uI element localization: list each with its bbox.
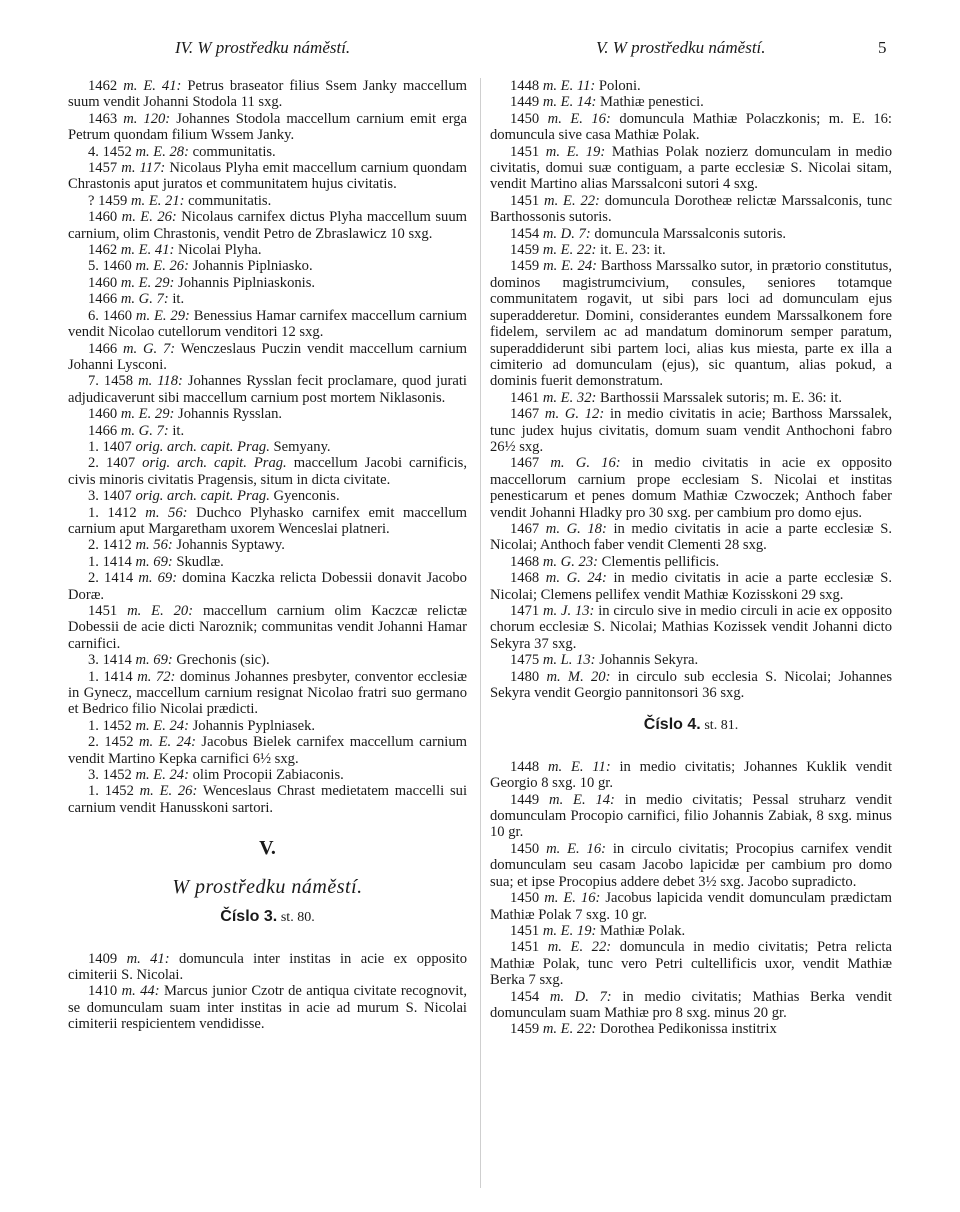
archive-entry	[490, 193, 892, 226]
entry-year: 1471	[510, 603, 540, 619]
entry-reference: m. 118:	[138, 373, 183, 390]
entry-reference: m. G. 16:	[550, 455, 621, 472]
entry-text: domuncula inter institas in acie ex opposito cimiterii S. Nicolai.	[68, 950, 467, 983]
entry-reference: m. E. 26:	[139, 783, 198, 800]
entry-text: Barthossii Marssalek sutoris; m. E. 36: it.	[600, 389, 843, 406]
entry-text: in medio civitatis in acie a parte ecclesiæ S. Nicolai; Anthoch faber vendit Clementi 28 sxg.	[490, 520, 892, 554]
entry-year: 1450	[510, 110, 540, 127]
entry-reference: m. L. 13:	[542, 652, 596, 669]
archive-entry	[68, 783, 467, 816]
entry-text: in medio civitatis; Mathias Berka vendit domunculam suam Mathiæ pro 8 sxg. minus 20 gr.	[490, 988, 892, 1021]
right-column	[490, 78, 892, 1038]
right-entry-list	[490, 78, 892, 701]
right-entry-list-2	[490, 759, 892, 1038]
entry-text: in medio civitatis; Johannes Kuklik vendit Georgio 8 sxg. 10 gr.	[490, 758, 893, 792]
archive-entry	[490, 554, 892, 570]
entry-reference: m. E. 22:	[547, 939, 612, 956]
running-head-right: V. W prostředku náměstí.	[596, 38, 766, 57]
entry-reference: m. E. 16:	[544, 890, 601, 907]
entry-text: in circulo sub ecclesia S. Nicolai; Johannes Sekyra vendit Georgio pannitonsori 36 sxg.	[490, 668, 892, 702]
archive-entry	[68, 603, 467, 652]
archive-entry	[490, 890, 892, 923]
archive-entry	[68, 78, 467, 111]
entry-year: 1480	[510, 668, 540, 685]
archive-entry	[490, 258, 892, 389]
cislo-word: Číslo 3.	[220, 908, 278, 926]
entry-year: 1466	[88, 291, 118, 308]
entry-reference: m. 56:	[135, 537, 173, 554]
archive-entry	[68, 242, 467, 258]
entry-year: 1475	[510, 652, 540, 669]
entry-reference: m. 117:	[121, 160, 166, 177]
entry-year: 2. 1414	[88, 570, 134, 587]
entry-reference: m. 69:	[138, 570, 178, 587]
archive-entry	[68, 193, 467, 209]
entry-year: 2. 1412	[88, 537, 132, 554]
archive-entry	[68, 951, 467, 984]
entry-text: olim Procopii Zabiaconis.	[192, 767, 344, 784]
entry-year: 2. 1452	[88, 734, 134, 751]
entry-reference: m. E. 41:	[123, 78, 182, 94]
archive-entry	[68, 209, 467, 242]
entry-year: 1462	[88, 242, 118, 259]
entry-year: 1451	[510, 143, 540, 160]
entry-text: Skudlæ.	[176, 553, 224, 570]
entry-reference: m. E. 11:	[542, 78, 596, 94]
entry-reference: m. E. 11:	[547, 758, 611, 775]
archive-entry	[68, 537, 467, 553]
cislo-page-ref-2: st. 81.	[704, 718, 739, 734]
archive-entry	[68, 767, 467, 783]
entry-reference: orig. arch. capit. Prag.	[135, 488, 270, 505]
entry-text: domuncula Dorotheæ relictæ Marssalconis, tunc Barthossonis sutoris.	[490, 192, 892, 226]
entry-year: 1459	[510, 1021, 540, 1038]
entry-year: 1459	[510, 258, 540, 275]
entry-text: Wenczeslaus Puczin vendit maccellum carnium Johanni Lysconi.	[68, 340, 467, 373]
entry-reference: m. E. 26:	[135, 258, 189, 275]
entry-year: 1460	[88, 406, 118, 423]
archive-entry	[490, 390, 892, 406]
entry-reference: m. E. 22:	[542, 1021, 597, 1038]
entry-year: 1459	[510, 242, 540, 259]
left-column	[68, 78, 467, 1033]
archive-entry	[490, 406, 892, 455]
entry-text: Petrus braseator filius Ssem Janky maccellum suum vendit Johanni Stodola 11 sxg.	[68, 78, 467, 111]
entry-year: 1460	[88, 274, 118, 291]
entry-year: 1449	[510, 94, 540, 111]
entry-text: domuncula Mathiæ Polaczkonis; m. E. 16: domuncula sive casa Mathiæ Polak.	[490, 110, 892, 144]
entry-reference: m. 69:	[135, 553, 173, 570]
archive-entry	[68, 373, 467, 406]
entry-reference: m. 41:	[126, 950, 170, 967]
entry-text: Nicolaus carnifex dictus Plyha maccellum suum carnium, olim Chrastonis, vendit Petro de Zbraslawicz 10 sxg.	[68, 209, 467, 242]
archive-entry	[68, 406, 467, 422]
archive-entry	[68, 570, 467, 603]
entry-text: communitatis.	[188, 192, 272, 209]
entry-year: 1. 1452	[88, 783, 134, 800]
archive-entry	[68, 258, 467, 274]
entry-reference: m. E. 29:	[120, 406, 175, 423]
entry-text: Johannes Rysslan fecit proclamare, quod jurati adjudicaverunt sibi maccellum carnium post mortem Niklasonis.	[68, 373, 467, 406]
entry-year: 1468	[510, 553, 540, 570]
entry-year: 3. 1414	[88, 652, 132, 669]
entry-reference: m. E. 24:	[543, 258, 597, 275]
archive-entry	[490, 669, 892, 702]
entry-reference: m. E. 22:	[544, 192, 600, 209]
archive-entry	[490, 111, 892, 144]
entry-year: 1466	[88, 422, 118, 439]
entry-reference: m. E. 41:	[120, 242, 175, 259]
entry-reference: m. E. 14:	[542, 94, 597, 111]
entry-text: Mathiæ penestici.	[600, 94, 704, 111]
cislo-heading-2	[490, 717, 892, 734]
entry-text: in medio civitatis in acie ex opposito maccellorum carnium prope ecclesiam S. Nicolai et institas penesticarum et penes domum Mathiæ Czwoczek; Anthoch faber vendit Johanni Hladky pro 30 sxg. per cambium pro domo ejus.	[490, 455, 892, 521]
entry-text: Nicolaus Plyha emit maccellum carnium quondam Chrastonis aput juratos et communitatem hujus civitatis.	[68, 160, 467, 193]
entry-reference: m. E. 29:	[120, 274, 175, 291]
entry-year: 4. 1452	[88, 143, 132, 160]
entry-year: 1454	[510, 225, 540, 242]
entry-text: Barthoss Marssalko sutor, in prætorio constitutus, dominos magistrumcivium, consules, seniores totamque communitatem rogavit, ut sibi pars loci ad domunculam ejus superadderetur. Domini, considerantes eundem Marssalkonem fore fidelem, servilem ac ad mandatum dominorum semper paratum, superaddiderunt sibi partem loci, alias kus miesta, parte ex illa a cimiterio ad domunculam (ejus), sic quantum, alias pokud, a dominis fuerit demonstratum.	[490, 258, 892, 390]
entry-year: 1. 1452	[88, 717, 132, 734]
entry-reference: m. E. 14:	[549, 791, 615, 808]
archive-entry	[490, 939, 892, 988]
archive-entry	[490, 923, 892, 939]
entry-year: 5. 1460	[88, 258, 132, 275]
entry-text: maccellum carnium olim Kaczcæ relictæ Dobessii de acie dicti Naroznik; communitas vendit Johanni Hamar carnifici.	[68, 603, 467, 652]
entry-text: maccellum Jacobi carnificis, civis minoris civitatis Pragensis, situm in dicta civitate.	[68, 455, 467, 488]
entry-reference: m. G. 7:	[120, 422, 169, 439]
left-entry-list-2	[68, 951, 467, 1033]
archive-entry	[490, 989, 892, 1022]
entry-year: 1467	[510, 520, 540, 537]
entry-reference: m. E. 20:	[127, 603, 194, 619]
entry-text: it.	[172, 422, 185, 439]
entry-text: it.	[172, 291, 185, 308]
archive-entry	[68, 308, 467, 341]
entry-text: Grechonis (sic).	[176, 652, 270, 669]
entry-text: domuncula Marssalconis sutoris.	[594, 225, 787, 242]
entry-year: 1410	[88, 983, 118, 1000]
entry-text: Mathiæ Polak.	[600, 922, 686, 939]
entry-text: Semyany.	[273, 438, 331, 455]
archive-entry	[68, 669, 467, 718]
entry-text: in medio civitatis; Pessal struharz vendit domunculam Procopio carnifici, filio Johannis Zabiak, 8 sxg. minus 10 gr.	[490, 791, 892, 841]
entry-reference: m. G. 18:	[545, 520, 607, 537]
entry-text: Johannis Piplniasko.	[192, 258, 313, 275]
entry-year: 1467	[510, 406, 540, 423]
entry-text: it. E. 23: it.	[600, 242, 666, 259]
entry-reference: m. G. 24:	[545, 570, 607, 587]
entry-reference: m. E. 24:	[135, 717, 189, 734]
cislo-page-ref: st. 80.	[280, 910, 315, 926]
entry-year: 1. 1412	[88, 504, 137, 521]
archive-entry	[490, 521, 892, 554]
entry-reference: m. E. 28:	[135, 143, 189, 160]
entry-text: Johannis Rysslan.	[178, 406, 283, 423]
archive-entry	[68, 505, 467, 538]
entry-reference: m. E. 24:	[135, 767, 189, 784]
entry-year: 1467	[510, 455, 540, 472]
entry-text: in medio civitatis in acie; Barthoss Marssalek, tunc judex hujus civitatis, domum suam vendit Anthochoni fabro 26½ sxg.	[490, 406, 892, 455]
entry-year: 1454	[510, 988, 540, 1005]
entry-reference: m. J. 13:	[543, 603, 595, 619]
entry-year: 1460	[88, 209, 118, 226]
entry-reference: m. G. 12:	[544, 406, 605, 423]
archive-entry	[490, 759, 892, 792]
archive-entry	[490, 652, 892, 668]
entry-year: 1. 1414	[88, 668, 133, 685]
entry-text: Johannis Piplniaskonis.	[178, 274, 316, 291]
section-numeral: V.	[259, 837, 276, 860]
entry-year: 1. 1414	[88, 553, 132, 570]
archive-entry	[490, 1021, 892, 1037]
entry-text: Jacobus lapicida vendit domunculam prædictam Mathiæ Polak 7 sxg. 10 gr.	[490, 890, 892, 923]
entry-text: Dorothea Pedikonissa institrix	[600, 1021, 777, 1038]
entry-reference: m. M. 20:	[546, 668, 611, 685]
entry-text: domuncula in medio civitatis; Petra relicta Mathiæ Polak, tunc vero Petri cultellificis uxor, vendit Mathiæ Berka 7 sxg.	[490, 939, 892, 989]
entry-reference: m. 44:	[121, 983, 160, 1000]
entry-reference: m. 120:	[123, 110, 171, 127]
entry-year: 1451	[510, 192, 540, 209]
entry-year: 1463	[88, 110, 118, 127]
entry-year: 7. 1458	[88, 373, 134, 390]
archive-entry	[68, 341, 467, 374]
entry-year: 1448	[510, 758, 540, 775]
archive-entry	[68, 983, 467, 1032]
entry-year: 3. 1407	[88, 488, 132, 505]
entry-reference: m. E. 19:	[542, 922, 597, 939]
section-title: W prostředku náměstí.	[172, 875, 363, 898]
entry-text: Johannis Sekyra.	[599, 652, 699, 669]
entry-reference: m. E. 32:	[542, 389, 597, 406]
entry-year: 1451	[88, 603, 118, 619]
archive-entry	[68, 111, 467, 144]
entry-reference: m. E. 16:	[546, 840, 606, 857]
column-divider	[480, 78, 481, 1188]
archive-entry	[68, 554, 467, 570]
archive-entry	[490, 455, 892, 521]
entry-reference: m. G. 7:	[123, 340, 176, 357]
entry-reference: m. E. 22:	[542, 242, 597, 259]
entry-text: communitatis.	[192, 143, 276, 160]
entry-year: 1451	[510, 939, 540, 956]
entry-text: in circulo civitatis; Procopius carnifex vendit domunculam seu casam Jacobo lapicidæ per cambium pro domo sua; et ipse Procopius addere debet 3½ sxg. Jacobo supradicto.	[490, 840, 892, 890]
entry-text: Benessius Hamar carnifex maccellum carnium vendit Nicolao cutellorum venditori 12 sxg.	[68, 307, 467, 341]
entry-year: 3. 1452	[88, 767, 132, 784]
entry-reference: m. D. 7:	[549, 988, 612, 1005]
entry-reference: m. 56:	[145, 504, 188, 521]
running-head-left: IV. W prostředku náměstí.	[175, 38, 351, 57]
archive-entry	[68, 718, 467, 734]
archive-entry	[68, 275, 467, 291]
entry-text: Gyenconis.	[273, 488, 340, 505]
archive-entry	[490, 792, 892, 841]
entry-text: dominus Johannes presbyter, conventor ecclesiæ in Gynecz, maccellum carnium resignat Nicolao fratri suo germano et Bedrico filio Nicolai prædicti.	[68, 668, 468, 718]
entry-year: 1461	[510, 389, 540, 406]
entry-year: 1451	[510, 922, 540, 939]
archive-entry	[68, 160, 467, 193]
entry-text: Nicolai Plyha.	[178, 242, 262, 259]
entry-year: 1462	[88, 78, 118, 94]
archive-entry	[490, 603, 892, 652]
entry-text: Mathias Polak nozierz domunculam in medio civitatis, domui suæ contiguam, a parte ecclesiæ S. Nicolai sitam, vendit Martino alias Marssalconi sutori 4 sxg.	[490, 143, 893, 193]
entry-year: 1468	[510, 570, 540, 587]
entry-reference: m. E. 21:	[130, 192, 185, 209]
archive-entry	[490, 226, 892, 242]
entry-reference: m. E. 26:	[121, 209, 177, 226]
archive-entry	[490, 94, 892, 110]
entry-text: Johannes Stodola maccellum carnium emit erga Petrum quondam filium Wssem Janky.	[68, 110, 467, 144]
archive-entry	[68, 144, 467, 160]
archive-entry	[490, 144, 892, 193]
entry-year: 1450	[510, 890, 540, 907]
entry-year: 1448	[510, 78, 540, 94]
running-head	[0, 38, 960, 62]
entry-reference: m. E. 24:	[138, 734, 196, 751]
archive-entry	[490, 78, 892, 94]
entry-year: 1. 1407	[88, 438, 132, 455]
archive-entry	[68, 734, 467, 767]
left-entry-list	[68, 78, 467, 816]
cislo-word-2: Číslo 4.	[643, 716, 701, 734]
entry-reference: m. G. 7:	[120, 291, 169, 308]
entry-text: Clementis pellificis.	[601, 553, 720, 570]
archive-entry	[490, 242, 892, 258]
entry-text: in circulo sive in medio circuli in acie ex opposito chorum ecclesiæ S. Nicolai; Mathias Kozissek vendit Johanni dicto Sekyra 37 sxg.	[490, 603, 892, 652]
entry-year: ? 1459	[88, 192, 128, 209]
entry-year: 1466	[88, 340, 118, 357]
archive-entry	[490, 570, 892, 603]
entry-reference: m. 69:	[135, 652, 173, 669]
archive-entry	[68, 423, 467, 439]
archive-entry	[68, 291, 467, 307]
entry-reference: orig. arch. capit. Prag.	[135, 438, 270, 455]
cislo-heading	[68, 909, 467, 926]
entry-reference: m. G. 23:	[542, 553, 598, 570]
entry-text: Johannis Syptawy.	[176, 537, 285, 554]
entry-reference: m. D. 7:	[542, 225, 591, 242]
archive-entry	[68, 652, 467, 668]
entry-text: Wenceslaus Chrast medietatem maccelli sui carnium vendit Hanusskoni sartori.	[68, 783, 467, 816]
entry-text: Jacobus Bielek carnifex maccellum carnium vendit Martino Kepka carnifici 6½ sxg.	[68, 734, 467, 767]
entry-text: domina Kaczka relicta Dobessii donavit Jacobo Doræ.	[68, 570, 467, 603]
entry-year: 2. 1407	[88, 455, 136, 472]
entry-text: Marcus junior Czotr de antiqua civitate recognovit, se domunculam suam inter institas in acie ad murum S. Nicolai cimiterii respicientem vendidisse.	[68, 983, 467, 1033]
archive-entry	[68, 439, 467, 455]
archive-entry	[68, 488, 467, 504]
entry-year: 1450	[510, 840, 540, 857]
entry-reference: m. 72:	[137, 668, 176, 685]
archive-entry	[490, 841, 892, 890]
entry-year: 1449	[510, 791, 540, 808]
entry-year: 1409	[88, 950, 118, 967]
entry-reference: m. E. 29:	[135, 307, 190, 324]
entry-reference: orig. arch. capit. Prag.	[142, 455, 287, 472]
entry-text: Johannis Pyplniasek.	[192, 717, 316, 734]
entry-text: Poloni.	[598, 78, 641, 94]
entry-year: 1457	[88, 160, 118, 177]
entry-reference: m. E. 19:	[545, 143, 606, 160]
page-number: 5	[878, 38, 887, 57]
entry-text: in medio civitatis in acie a parte ecclesiæ S. Nicolai; Clemens pellifex vendit Mathiæ Kozisskoni 29 sxg.	[490, 570, 892, 603]
entry-text: Duchco Plyhasko carnifex emit maccellum carnium aput Margaretham uxorem Wenceslai platneri.	[68, 504, 468, 537]
entry-reference: m. E. 16:	[547, 110, 611, 127]
entry-year: 6. 1460	[88, 307, 133, 324]
archive-entry	[68, 455, 467, 488]
